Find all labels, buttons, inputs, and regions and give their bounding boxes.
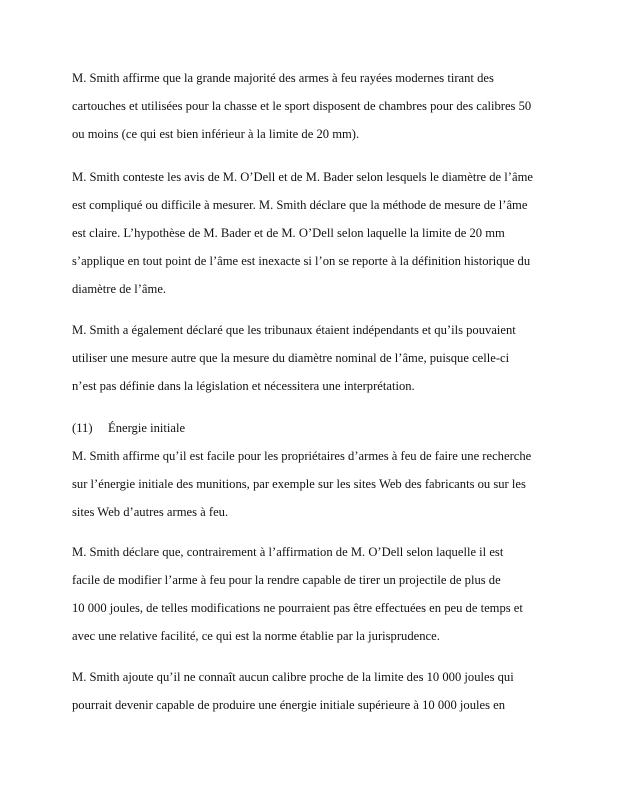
text-line: diamètre de l’âme. bbox=[72, 282, 167, 296]
text-line: pourrait devenir capable de produire une énergie initiale supérieure à 10 000 joules en bbox=[72, 698, 506, 712]
paragraph-1 bbox=[72, 64, 552, 148]
text-line: M. Smith déclare que, contrairement à l’affirmation de M. O’Dell selon laquelle il est bbox=[72, 545, 504, 559]
paragraph-2 bbox=[72, 163, 552, 303]
text-line: est claire. L’hypothèse de M. Bader et de M. O’Dell selon laquelle la limite de 20 mm bbox=[72, 226, 505, 240]
section-title: Énergie initiale bbox=[108, 421, 186, 435]
paragraph-6 bbox=[72, 663, 552, 719]
paragraph-3 bbox=[72, 316, 552, 400]
paragraph-4 bbox=[72, 442, 552, 526]
text-line: M. Smith a également déclaré que les tribunaux étaient indépendants et qu’ils pouvaient bbox=[72, 323, 516, 337]
text-line: facile de modifier l’arme à feu pour la rendre capable de tirer un projectile de plus de bbox=[72, 573, 501, 587]
text-line: sur l’énergie initiale des munitions, par exemple sur les sites Web des fabricants ou sur les bbox=[72, 477, 526, 491]
text-line: M. Smith affirme qu’il est facile pour les propriétaires d’armes à feu de faire une recherche bbox=[72, 449, 532, 463]
text-line: cartouches et utilisées pour la chasse et le sport disposent de chambres pour des calibres 50 bbox=[72, 99, 532, 113]
text-line: est compliqué ou difficile à mesurer. M. Smith déclare que la méthode de mesure de l’âme bbox=[72, 198, 528, 212]
text-line: utiliser une mesure autre que la mesure du diamètre nominal de l’âme, puisque celle-ci bbox=[72, 351, 510, 365]
section-heading bbox=[72, 414, 185, 442]
text-line: M. Smith conteste les avis de M. O’Dell et de M. Bader selon lesquels le diamètre de l’âme bbox=[72, 170, 533, 184]
text-line: s’applique en tout point de l’âme est inexacte si l’on se reporte à la définition historique du bbox=[72, 254, 531, 268]
text-line: n’est pas définie dans la législation et nécessitera une interprétation. bbox=[72, 379, 415, 393]
text-line: 10 000 joules, de telles modifications ne pourraient pas être effectuées en peu de temps et bbox=[72, 601, 523, 615]
text-line: M. Smith affirme que la grande majorité des armes à feu rayées modernes tirant des bbox=[72, 71, 494, 85]
paragraph-5 bbox=[72, 538, 552, 650]
text-line: ou moins (ce qui est bien inférieur à la limite de 20 mm). bbox=[72, 127, 360, 141]
text-line: M. Smith ajoute qu’il ne connaît aucun calibre proche de la limite des 10 000 joules qui bbox=[72, 670, 514, 684]
text-line: sites Web d’autres armes à feu. bbox=[72, 505, 229, 519]
section-number: (11) bbox=[72, 421, 93, 435]
text-line: avec une relative facilité, ce qui est la norme établie par la jurisprudence. bbox=[72, 629, 440, 643]
